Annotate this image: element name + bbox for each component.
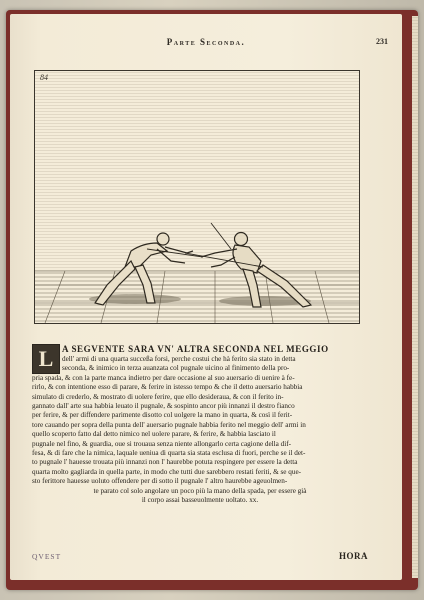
text-line: per ferire, & per diffendere parimente disotto col uolgere la mano in quarta, & così il ferit- [32,411,293,420]
text-line: to pugnale l' hauesse trouata più innanzi non l' haurebbe potuta respingere per essere la detta [32,458,298,467]
decorated-initial-letter: L [32,344,60,374]
text-line: quello scoperto fatto dal detto nimico nel uolere parare, & ferire, & habbia lasciato il [32,430,276,439]
faded-signature-mark: QVEST [32,552,62,561]
fencing-engraving-illustration [35,71,359,323]
page-number: 231 [376,37,388,46]
text-line: rirlo, & con intentione esso di parare, & ferire in istesso tempo & che il detto auersario habbia [32,383,303,392]
text-line: fesa, & di fare che la nimica, laquale ueniua di quarta sia stata esclusa di fuori, perche se il det- [32,449,306,458]
text-line: simulato di crederlo, & mostrato di uolere ferire, que ello desideraua, & con il ferito in- [32,392,284,401]
plate-number: 84 [40,73,48,82]
text-line: pria spada, & con la parte manca indietro per dare occasione al suo auersario di uenire à fe- [32,373,295,382]
book-page [10,14,402,580]
text-line: dell' armi di una quarta succeßa forsi, perche costui che hà ferito sia stato in detta [62,355,296,363]
running-head: Parte Seconda. [166,37,246,47]
text-line: quarta molto gagliarda in quella parte, in modo che tutti due sarebbero restati feriti, & se que- [32,467,302,476]
last-text-line: il corpo assai basseuolmente uoltato. xx. [141,496,259,505]
body-text [32,344,368,506]
catchword: HORA [339,551,368,561]
page-edges [412,16,418,578]
text-line: gannato dall' arte sua habbia leuato il pugnale, & sospinto ancor più innanzi il destro fianco [32,402,295,411]
text-line: pugnale nel fino, & guardia, oue si trouaua senza niente allongarlo certa cagione della dif- [32,439,292,448]
engraving-plate [34,70,360,324]
text-line: seconda, & inimico in terza auanzata col pugnale uicino al finimento della pro- [62,364,290,373]
text-line: sto ferittore hauesse uoluto offendere per di sotto il pugnale l' altro haurebbe ageuolmen- [32,477,288,486]
first-text-line: A SEGVENTE SARA VN' ALTRA SECONDA NEL MEGGIO [62,344,329,354]
text-line: te parato col solo angolare un poco più la mano della spada, per essere già [93,486,307,495]
text-line: tore cauando per sopra della punta dell' auersario pugnale habbia ferito nel meggio dell' armi in [32,420,306,429]
